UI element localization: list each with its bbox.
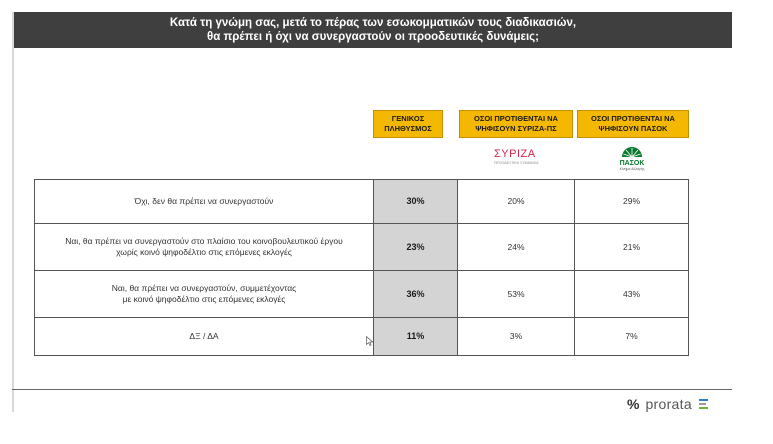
row-label-line2: χωρίς κοινό ψηφοδέλτιο στις επόμενες εκλογές: [116, 247, 292, 257]
column-header-pasok: [577, 110, 689, 138]
pasok-logo-subtitle: Κίνημα Αλλαγής: [619, 167, 645, 171]
table-row: [35, 317, 688, 355]
column-header-pasok-line2: ΨΗΦΙΣΟΥΝ ΠΑΣΟΚ: [598, 124, 668, 133]
value-syriza: 53%: [458, 271, 575, 317]
row-label-line1: Ναι, θα πρέπει να συνεργαστούν στο πλαίσιο του κοινοβουλευτικού έργου: [65, 236, 343, 246]
column-header-total-line1: ΓΕΝΙΚΟΣ: [391, 114, 425, 123]
footer-divider: [12, 389, 732, 390]
pasok-logo-text: ΠΑΣΟΚ: [619, 160, 645, 167]
left-border: [12, 12, 14, 412]
prorata-percent-icon: %: [627, 396, 640, 412]
value-pasok: 29%: [622, 196, 640, 206]
row-label-line1: Ναι, θα πρέπει να συνεργαστούν, συμμετέχοντας: [111, 283, 297, 293]
value-total: 11%: [374, 318, 458, 355]
value-pasok: 43%: [622, 288, 640, 299]
pasok-logo: [614, 144, 650, 174]
question-line-2: θα πρέπει ή όχι να συνεργαστούν οι προοδευτικές δυνάμεις;: [207, 31, 539, 43]
column-header-syriza-line1: ΟΣΟΙ ΠΡΟΤΙΘΕΝΤΑΙ ΝΑ: [474, 114, 558, 123]
column-header-syriza: [459, 110, 573, 138]
results-table: [34, 179, 689, 356]
value-syriza: 3%: [458, 318, 575, 355]
row-label: [35, 318, 374, 355]
syriza-logo-subtitle: ΠΡΟΟΔΕΥΤΙΚΗ ΣΥΜΜΑΧΙΑ: [494, 161, 539, 165]
value-pasok: 21%: [622, 241, 640, 252]
value-pasok: 7%: [625, 331, 638, 341]
question-line-1: Κατά τη γνώμη σας, μετά το πέρας των εσωκομματικών τους διαδικασιών,: [169, 17, 577, 29]
row-label-line2: με κοινό ψηφοδέλτιο στις επόμενες εκλογές: [122, 294, 286, 304]
value-syriza: 24%: [458, 224, 575, 270]
question-header: [14, 12, 732, 48]
column-header-syriza-line2: ΨΗΦΙΣΟΥΝ ΣΥΡΙΖΑ-ΠΣ: [475, 124, 557, 133]
table-row: [35, 223, 688, 270]
value-total: 23%: [374, 224, 458, 270]
value-total: 36%: [374, 271, 458, 317]
row-label: [35, 271, 374, 317]
value-total: 30%: [374, 180, 458, 223]
column-header-pasok-line1: ΟΣΟΙ ΠΡΟΤΙΘΕΝΤΑΙ ΝΑ: [591, 114, 675, 123]
table-row: [35, 270, 688, 317]
pasok-sun-icon: [621, 145, 643, 157]
row-label-line1: ΔΞ / ΔΑ: [189, 331, 219, 341]
value-syriza: 20%: [458, 180, 575, 223]
row-label: [35, 224, 374, 270]
mouse-cursor-icon: [366, 336, 374, 346]
prorata-name: prorata: [645, 396, 692, 412]
syriza-logo-text: ΣΥΡΙΖΑ: [494, 148, 536, 160]
row-label-line1: Όχι, δεν θα πρέπει να συνεργαστούν: [134, 196, 274, 206]
column-header-total: [373, 110, 443, 138]
prorata-brand: [627, 394, 708, 414]
prorata-bars-icon: [699, 399, 708, 409]
table-row: [35, 180, 688, 223]
syriza-logo: [494, 148, 542, 170]
row-label: [35, 180, 374, 223]
column-header-total-line2: ΠΛΗΘΥΣΜΟΣ: [384, 124, 432, 133]
